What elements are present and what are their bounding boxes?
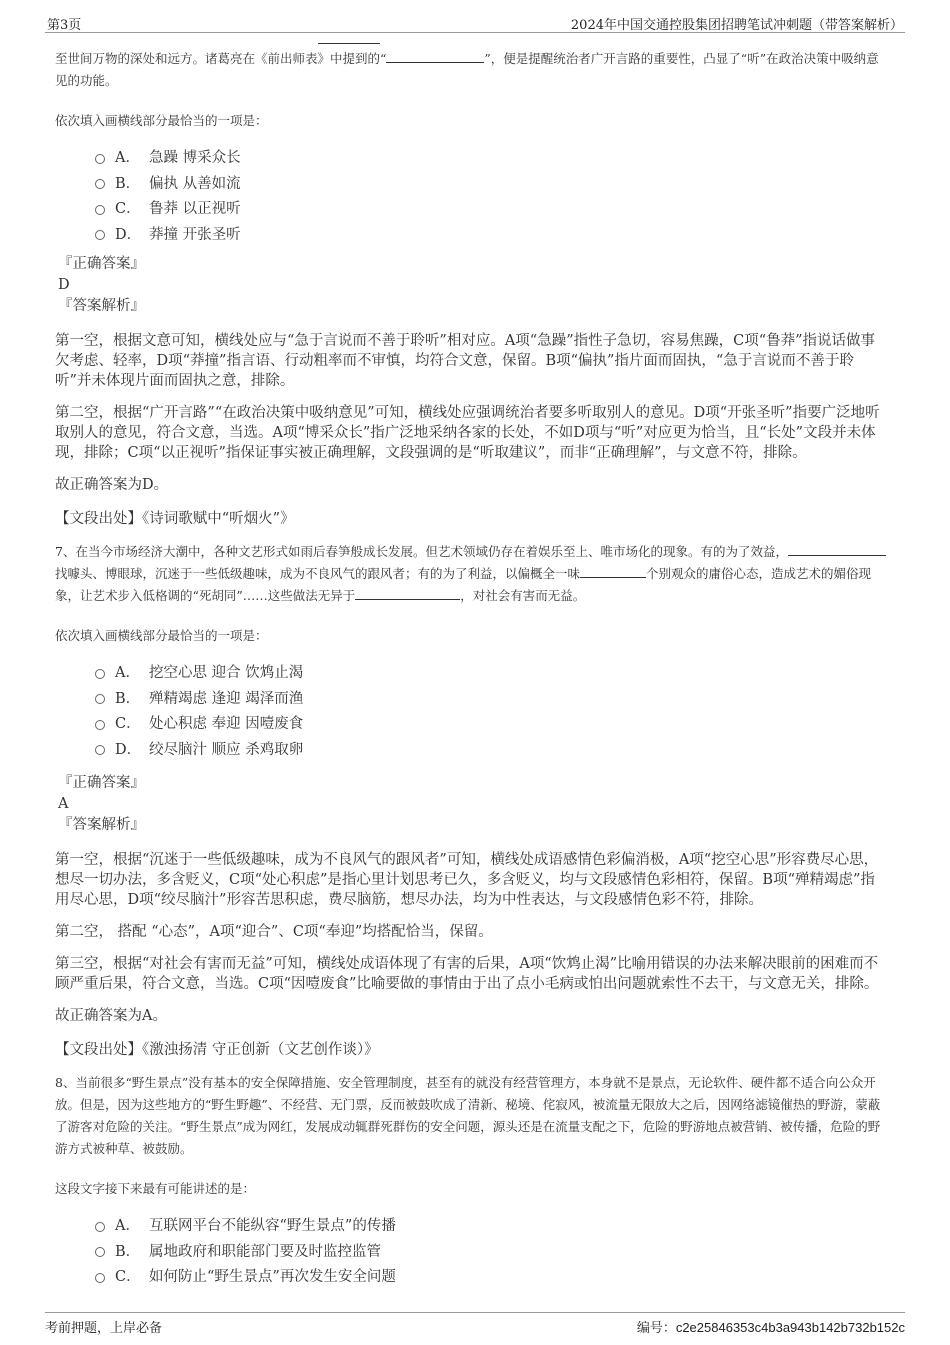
analysis-paragraph: 第一空，根据“沉迷于一些低级趣味，成为不良风气的跟风者”可知，横线处成语感情色彩偏消极，A项“挖空心思”形容费尽心思，想尽一切办法，多含贬义，C项“处心积虑”是指心里计划思考已久，多含贬义，均与文段感情色彩相符，保留。B项“殚精竭虑”指用尽心思，D项“绞尽脑汁”形容苦思积虑，费尽脑筋，想尽办法，均为中性表达，与文段感情色彩不符，排除。 bbox=[55, 852, 879, 908]
question-prompt: 依次填入画横线部分最恰当的一项是： bbox=[55, 113, 268, 128]
page-number: 第3页 bbox=[47, 18, 82, 33]
fill-blank bbox=[828, 543, 886, 556]
page-content bbox=[55, 48, 888, 1291]
radio-icon[interactable] bbox=[95, 1222, 105, 1232]
answer-label: 『正确答案』 bbox=[58, 256, 145, 272]
option-d[interactable]: D． 绞尽脑汁 顺应 杀鸡取卵 bbox=[95, 738, 888, 764]
radio-icon[interactable] bbox=[95, 694, 105, 704]
radio-icon[interactable] bbox=[95, 1273, 105, 1283]
option-list bbox=[95, 661, 888, 763]
footer-slogan: 考前押题，上岸必备 bbox=[45, 1321, 163, 1336]
option-b[interactable]: B． 偏执 从善如流 bbox=[95, 172, 888, 198]
option-d[interactable]: D． 莽撞 开张圣听 bbox=[95, 223, 888, 249]
page-footer bbox=[45, 1312, 905, 1337]
top-divider bbox=[318, 43, 380, 44]
question-stem: 8、当前很多“野生景点”没有基本的安全保障措施、安全管理制度，甚至有的就没有经营管理方，本身就不是景点，无论软件、硬件都不适合向公众开放。但是，因为这些地方的“野生野趣”、不经营、无门票，反而被鼓吹成了清新、秘境、侘寂风，被流量无限放大之后，因网络滤镜催热的野游，蒙蔽了游客对危险的关注。“野生景点”成为网红，发展成动辄群死群伤的安全问题，源头还是在流量支配之下，危险的野游地点被营销、被传播，危险的野游方式被种草、被鼓励。 bbox=[55, 1075, 881, 1156]
option-c[interactable]: C． 处心积虑 奉迎 因噎废食 bbox=[95, 712, 888, 738]
answer-label: 『正确答案』 bbox=[58, 775, 145, 791]
analysis-paragraph: 第一空，根据文意可知，横线处应与“急于言说而不善于聆听”相对应。A项“急躁”指性子急切，容易焦躁，C项“鲁莽”指说话做事欠考虑、轻率，D项“莽撞”指言语、行动粗率而不审慎，均符合文意，保留。B项“偏执”指片面而固执，“急于言说而不善于聆听”并未体现片面而固执之意，排除。 bbox=[55, 333, 876, 389]
analysis-conclusion: 故正确答案为A。 bbox=[55, 1008, 167, 1024]
option-c[interactable]: C． 鲁莽 以正视听 bbox=[95, 197, 888, 223]
question-prompt: 这段文字接下来最有可能讲述的是： bbox=[55, 1181, 256, 1196]
question-stem: 至世间万物的深处和远方。诸葛亮在《前出师表》中提到的“ ”，便是提醒统治者广开言路的重要性，凸显了“听”在政治决策中吸纳意见的功能。 bbox=[55, 51, 879, 88]
radio-icon[interactable] bbox=[95, 154, 105, 164]
analysis-label: 『答案解析』 bbox=[58, 817, 145, 833]
radio-icon[interactable] bbox=[95, 179, 105, 189]
question-6 bbox=[55, 48, 888, 529]
option-a[interactable]: A． 急躁 博采众长 bbox=[95, 146, 888, 172]
fill-blank bbox=[580, 565, 646, 578]
radio-icon[interactable] bbox=[95, 745, 105, 755]
radio-icon[interactable] bbox=[95, 669, 105, 679]
option-list bbox=[95, 1214, 888, 1291]
option-b[interactable]: B． 属地政府和职能部门要及时监控监管 bbox=[95, 1240, 888, 1266]
document-title: 2024年中国交通控股集团招聘笔试冲刺题（带答案解析） bbox=[570, 18, 903, 33]
option-a[interactable]: A． 互联网平台不能纵容“野生景点”的传播 bbox=[95, 1214, 888, 1240]
option-c[interactable]: C． 如何防止“野生景点”再次发生安全问题 bbox=[95, 1265, 888, 1291]
radio-icon[interactable] bbox=[95, 205, 105, 215]
option-b[interactable]: B． 殚精竭虑 逢迎 竭泽而渔 bbox=[95, 687, 888, 713]
source-citation: 【文段出处】《诗词歌赋中“听烟火”》 bbox=[55, 511, 295, 527]
option-list bbox=[95, 146, 888, 248]
radio-icon[interactable] bbox=[95, 720, 105, 730]
fill-blank bbox=[788, 543, 828, 556]
question-prompt: 依次填入画横线部分最恰当的一项是： bbox=[55, 628, 268, 643]
analysis-conclusion: 故正确答案为D。 bbox=[55, 477, 169, 493]
option-a[interactable]: A． 挖空心思 迎合 饮鸩止渴 bbox=[95, 661, 888, 687]
analysis-paragraph: 第二空，根据“广开言路”“在政治决策中吸纳意见”可知，横线处应强调统治者要多听取别人的意见。D项“开张圣听”指要广泛地听取别人的意见，符合文意，当选。A项“博采众长”指广泛地采纳各家的长处，不如D项与“听”对应更为恰当，且“长处”文段并未体现，排除；C项“以正视听”指保证事实被正确理解，文段强调的是“听取建议”，而非“正确理解”，与文意不符，排除。 bbox=[55, 405, 880, 461]
source-citation: 【文段出处】《激浊扬清 守正创新（文艺创作谈）》 bbox=[55, 1042, 379, 1058]
fill-blank bbox=[386, 50, 484, 63]
question-8 bbox=[55, 1072, 888, 1291]
question-7 bbox=[55, 541, 888, 1060]
radio-icon[interactable] bbox=[95, 1247, 105, 1257]
analysis-paragraph: 第三空，根据“对社会有害而无益”可知，横线处成语体现了有害的后果，A项“饮鸩止渴”比喻用错误的办法来解决眼前的困难而不顾严重后果，符合文意，当选。C项“因噎废食”比喻要做的事情由于出了点小毛病或怕出问题就索性不去干，与文意无关，排除。 bbox=[55, 956, 879, 992]
analysis-label: 『答案解析』 bbox=[58, 298, 145, 314]
document-code: 编号：c2e25846353c4b3a943b142b732b152c bbox=[636, 1320, 905, 1336]
radio-icon[interactable] bbox=[95, 230, 105, 240]
page-header bbox=[45, 12, 905, 33]
fill-blank bbox=[355, 587, 460, 600]
correct-answer: A bbox=[58, 796, 69, 812]
question-stem: 7、在当今市场经济大潮中，各种文艺形式如雨后春笋般成长发展。但艺术领域仍存在着娱乐至上、唯市场化的现象。有的为了效益，找噱头、博眼球，沉迷于一些低级趣味，成为不良风气的跟风者；有的为了利益，以偏概全一味 个别观众的庸俗心态，造成艺术的媚俗现象，让艺术步入低格调的“死胡同”……这些做法无异于 ，对社会有害而无益。 bbox=[55, 541, 888, 607]
correct-answer: D bbox=[58, 277, 70, 293]
analysis-paragraph: 第二空， 搭配 “心态”，A项“迎合”、C项“奉迎”均搭配恰当，保留。 bbox=[55, 924, 493, 940]
